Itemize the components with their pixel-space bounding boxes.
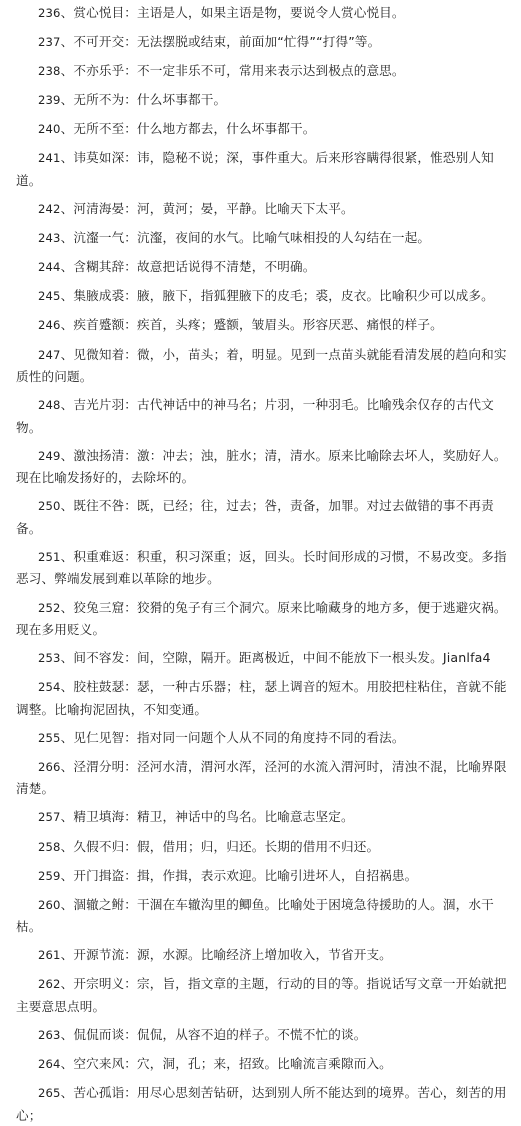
entry-number: 238 xyxy=(38,64,61,79)
entry-number: 263 xyxy=(38,1028,61,1043)
list-item xyxy=(16,31,513,54)
list-item xyxy=(16,973,513,1017)
entry-text: 、讳莫如深：讳，隐秘不说；深，事件重大。后来形容瞒得很紧，惟恐别人知道。 xyxy=(16,150,494,188)
entry-number: 247 xyxy=(38,347,61,362)
list-item xyxy=(16,394,513,438)
entry-number: 242 xyxy=(38,202,61,217)
entry-text: 、河清海晏：河，黄河；晏，平静。比喻天下太平。 xyxy=(60,201,354,217)
entry-text: 、见仁见智：指对同一问题个人从不同的角度持不同的看法。 xyxy=(60,729,405,745)
entry-number: 259 xyxy=(38,868,61,883)
entry-number: 240 xyxy=(38,122,61,137)
list-item xyxy=(16,285,513,308)
entry-number: 258 xyxy=(38,839,61,854)
entry-number: 254 xyxy=(38,680,61,695)
entry-text: 、沆瀣一气：沆瀣，夜间的水气。比喻气味相投的人勾结在一起。 xyxy=(60,230,431,246)
entry-text: 、久假不归：假，借用；归，归还。长期的借用不归还。 xyxy=(60,838,380,854)
entry-number: 253 xyxy=(38,651,61,666)
entry-number: 244 xyxy=(38,260,61,275)
entry-text: 、疾首蹙额：疾首，头疼；蹙额，皱眉头。形容厌恶、痛恨的样子。 xyxy=(60,317,443,333)
entry-text: 、泾渭分明：泾河水清，渭河水浑，泾河的水流入渭河时，清浊不混，比喻界限清楚。 xyxy=(16,758,507,797)
entry-number: 248 xyxy=(38,398,61,413)
entry-text: 、不可开交：无法摆脱或结束，前面加“忙得”“打得”等。 xyxy=(60,34,381,50)
list-item xyxy=(16,756,513,800)
entry-number: 241 xyxy=(38,151,61,166)
list-item xyxy=(16,256,513,279)
entry-text: 、开门揖盗：揖，作揖，表示欢迎。比喻引进坏人，自招祸患。 xyxy=(60,867,418,883)
list-item xyxy=(16,445,513,489)
entry-text: 、开源节流：源，水源。比喻经济上增加收入，节省开支。 xyxy=(60,947,392,963)
list-item xyxy=(16,676,513,720)
entry-text: 、苦心孤诣：用尽心思刻苦钻研，达到别人所不能达到的境界。苦心，刻苦的用心； xyxy=(16,1085,507,1123)
entry-text: 、侃侃而谈：侃侃，从容不迫的样子。不慌不忙的谈。 xyxy=(60,1027,367,1043)
entry-text: 、涸辙之鲋：干涸在车辙沟里的鲫鱼。比喻处于困境急待援助的人。涸，水干枯。 xyxy=(16,896,494,935)
entry-text: 、集腋成裘：腋，腋下，指狐狸腋下的皮毛；裘，皮衣。比喻积少可以成多。 xyxy=(60,288,494,304)
list-item xyxy=(16,2,513,25)
entry-number: 239 xyxy=(38,93,61,108)
entry-text: 、间不容发：间，空隙，隔开。距离极近，中间不能放下一根头发。Jianlfa4 xyxy=(60,650,491,666)
entry-number: 255 xyxy=(38,730,61,745)
list-item xyxy=(16,314,513,337)
entry-text: 、既往不咎：既，已经；往，过去；咎，责备，加罪。对过去做错的事不再责备。 xyxy=(16,498,494,536)
entry-text: 、狡兔三窟：狡猾的兔子有三个洞穴。原来比喻藏身的地方多，便于逃避灾祸。现在多用贬义。 xyxy=(16,599,507,637)
entry-number: 266 xyxy=(38,759,61,774)
list-item xyxy=(16,118,513,141)
entry-text: 、空穴来风：穴，洞，孔；来，招致。比喻流言乘隙而入。 xyxy=(60,1056,392,1072)
entry-number: 236 xyxy=(38,6,61,20)
list-item xyxy=(16,836,513,859)
entry-number: 265 xyxy=(38,1086,61,1101)
list-item xyxy=(16,1082,513,1126)
entry-text: 、不亦乐乎：不一定非乐不可，常用来表示达到极点的意思。 xyxy=(60,63,405,79)
entry-number: 260 xyxy=(38,897,61,912)
list-item xyxy=(16,60,513,83)
entry-number: 252 xyxy=(38,600,61,615)
entry-number: 245 xyxy=(38,289,61,304)
entry-text: 、见微知着：微，小，苗头；着，明显。见到一点苗头就能看清发展的趋向和实质性的问题。 xyxy=(16,346,507,385)
entry-text: 、吉光片羽：古代神话中的神马名；片羽，一种羽毛。比喻残余仅存的古代文物。 xyxy=(16,397,494,435)
entry-number: 246 xyxy=(38,318,61,333)
entry-text: 、含糊其辞：故意把话说得不清楚，不明确。 xyxy=(60,259,316,275)
list-item xyxy=(16,495,513,539)
list-item xyxy=(16,1053,513,1076)
entry-number: 264 xyxy=(38,1057,61,1072)
entry-number: 250 xyxy=(38,499,61,514)
entry-number: 262 xyxy=(38,977,61,992)
list-item xyxy=(16,865,513,888)
list-item xyxy=(16,1024,513,1047)
entry-text: 、开宗明义：宗，旨，指文章的主题，行动的目的等。指说话写文章一开始就把主要意思点明。 xyxy=(16,976,507,1014)
list-item xyxy=(16,597,513,641)
entry-text: 、精卫填海：精卫，神话中的鸟名。比喻意志坚定。 xyxy=(60,809,354,825)
list-item xyxy=(16,89,513,112)
list-item xyxy=(16,147,513,191)
list-item xyxy=(16,944,513,967)
list-item xyxy=(16,894,513,938)
list-item xyxy=(16,806,513,829)
list-item xyxy=(16,227,513,250)
entry-number: 249 xyxy=(38,448,61,463)
entry-number: 237 xyxy=(38,35,61,50)
entry-text: 、赏心悦目：主语是人，如果主语是物，要说令人赏心悦目。 xyxy=(60,5,405,20)
list-item xyxy=(16,546,513,590)
list-item xyxy=(16,198,513,221)
entry-number: 257 xyxy=(38,810,61,825)
entry-number: 243 xyxy=(38,231,61,246)
entry-number: 251 xyxy=(38,549,61,564)
entry-text: 、积重难返：积重，积习深重；返，回头。长时间形成的习惯，不易改变。多指恶习、弊端发展到难以革除的地步。 xyxy=(16,548,507,587)
list-item xyxy=(16,647,513,670)
entry-text: 、胶柱鼓瑟：瑟，一种古乐器；柱，瑟上调音的短木。用胶把柱粘住，音就不能调整。比喻拘泥固执，不知变通。 xyxy=(16,679,507,717)
entry-number: 261 xyxy=(38,948,61,963)
entry-text: 、激浊扬清：激：冲去；浊，脏水；清，清水。原来比喻除去坏人，奖励好人。现在比喻发扬好的，去除坏的。 xyxy=(16,447,507,486)
list-item xyxy=(16,727,513,750)
entry-text: 、无所不至：什么地方都去，什么坏事都干。 xyxy=(60,121,316,137)
list-item xyxy=(16,344,513,388)
entry-text: 、无所不为：什么坏事都干。 xyxy=(60,92,227,108)
